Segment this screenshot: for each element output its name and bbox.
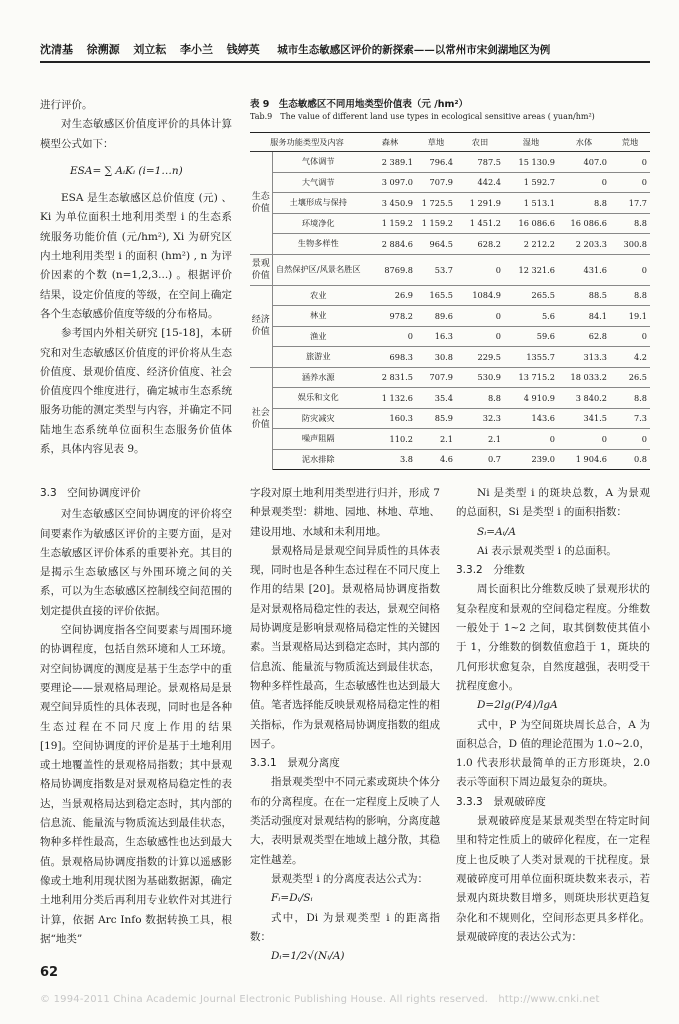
- table-cell: 2.1: [416, 429, 456, 450]
- table-cell: 2 389.1: [364, 152, 416, 173]
- table-cell: 1 132.6: [364, 388, 416, 409]
- table-cell: 1 159.2: [364, 213, 416, 234]
- table-cell: 7.3: [610, 408, 650, 429]
- table-cell: 698.3: [364, 347, 416, 368]
- table-row-item: 气体调节: [272, 152, 364, 173]
- table-cell: 0: [504, 429, 558, 450]
- paragraph: 景观格局是景观空间异质性的具体表现，同时也是各种生态过程在不同尺度上作用的结果 [20]。景观格局协调度指数是对景观格局稳定性的表达，景观空间格局协调度是影响景观格局稳定性的关键因素。当景观格局达到稳定态时，其内部的信息流、能量流与物质流达到最佳状态，物种多样性最高，生态敏感性也达到最大值。笔者选择能反映景观格局稳定性的相关指标，作为景观格局协调度指数的组成因子。: [250, 544, 440, 750]
- table-cell: 53.7: [416, 254, 456, 285]
- table-cell: 35.4: [416, 388, 456, 409]
- table-cell: 4 910.9: [504, 388, 558, 409]
- right-column: [456, 484, 650, 947]
- table-cell: 19.1: [610, 306, 650, 327]
- table-row: [250, 429, 650, 450]
- table-cell: 0.7: [456, 449, 504, 470]
- table-cell: 1 725.5: [416, 193, 456, 214]
- table-header-col: 水体: [558, 133, 610, 152]
- table-cell: 628.2: [456, 234, 504, 255]
- table-title-en: Tab.9 The value of different land use types in ecological sensitive areas ( yuan/hm²): [250, 112, 595, 121]
- table-cell: 3 840.2: [558, 388, 610, 409]
- table-cell: 0: [610, 254, 650, 285]
- table-row: [250, 213, 650, 234]
- table-cell: 3 097.0: [364, 172, 416, 193]
- table-row: [250, 172, 650, 193]
- table-cell: 707.9: [416, 172, 456, 193]
- table-cell: 964.5: [416, 234, 456, 255]
- formula: Sᵢ=Aᵢ/A: [477, 525, 516, 538]
- article-title: 城市生态敏感区评价的新探索——以常州市宋剑湖地区为例: [277, 44, 551, 56]
- table-cell: 2 212.2: [504, 234, 558, 255]
- table-cell: 796.4: [416, 152, 456, 173]
- formula: Dᵢ=1/2√(Nᵢ/A): [271, 950, 345, 963]
- table-cell: 16 086.6: [504, 213, 558, 234]
- paragraph: 周长面积比分维数反映了景观形状的复杂程度和景观的空间稳定程度。分维数一般处于 1~2 之间，取其倒数使其值小于 1，分维数的倒数值愈趋于 1，斑块的几何形状愈复杂，自然度越强，表明受干扰程度愈小。: [456, 583, 650, 692]
- table-cell: 300.8: [610, 234, 650, 255]
- table-header-col: 湿地: [504, 133, 558, 152]
- table-row-item: 泥水排除: [272, 449, 364, 470]
- table-title: 表 9 生态敏感区不同用地类型价值表（元 /hm²）: [250, 99, 469, 110]
- table-cell: 15 130.9: [504, 152, 558, 173]
- left-column-bottom: [40, 484, 232, 949]
- table-row: [250, 326, 650, 347]
- table-cell: 0: [456, 254, 504, 285]
- table-cell: 85.9: [416, 408, 456, 429]
- table-cell: 32.3: [456, 408, 504, 429]
- table-cell: 16 086.6: [558, 213, 610, 234]
- table-cell: 4.2: [610, 347, 650, 368]
- paragraph: 式中，P 为空间斑块周长总合，A 为面积总合，D 值的理论范围为 1.0~2.0，1.0 代表形状最简单的正方形斑块，2.0 表示等面积下周边最复杂的斑块。: [456, 718, 650, 789]
- table-cell: 5.6: [504, 306, 558, 327]
- paragraph: 指景观类型中不同元素或斑块个体分布的分离程度。在在一定程度上反映了人类活动强度对景观结构的影响，分离度越大，表明景观类型在地域上越分散，其稳定性越差。: [250, 776, 440, 866]
- author-1: 沈清基: [40, 43, 73, 56]
- table-cell: 1 513.1: [504, 193, 558, 214]
- running-header: [40, 41, 650, 59]
- table-row: [250, 285, 650, 306]
- table-row: [250, 152, 650, 173]
- table-cell: 1 904.6: [558, 449, 610, 470]
- table-cell: 0: [610, 326, 650, 347]
- table-cell: 313.3: [558, 347, 610, 368]
- table-cell: 2 884.6: [364, 234, 416, 255]
- table-row: [250, 193, 650, 214]
- table-cell: 8.8: [456, 388, 504, 409]
- table-cell: 1 291.9: [456, 193, 504, 214]
- paragraph: 空间协调度指各空间要素与周围环境的协调程度，包括自然环境和人工环境。对空间协调度的测度是基于生态学中的重要理论——景观格局理论。景观格局是景观空间异质性的具体表现，同时也是各种生态过程在不同尺度上作用的结果 [19]。空间协调度的评价是基于土地利用或土地覆盖性的景观格局指数；其中景观格局协调度指数是对景观格局稳定性的表达，当景观格局达到稳定态时，其内部的信息流、能量流与物质流达到最佳状态，物种多样性最高，生态敏感性也达到最大值。景观格局协调度指数的计算以遥感影像或土地利用现状图为基础数据源，确定土地利用分类后再利用专业软件对其进行计算，依据 Arc Info 数据转换工具，根据“地类”: [40, 624, 232, 945]
- table-cell: 8769.8: [364, 254, 416, 285]
- section-heading: 3.3.1 景观分离度: [250, 757, 340, 770]
- table-cell: 88.5: [558, 285, 610, 306]
- table-cell: 431.6: [558, 254, 610, 285]
- table-header-category: 服务功能类型及内容: [250, 133, 364, 152]
- table-cell: 2.1: [456, 429, 504, 450]
- paragraph: 景观破碎度是某景观类型在特定时间里和特定性质上的破碎化程度，在一定程度上也反映了人类对景观的干扰程度。景观破碎度可用单位面积斑块数来表示，若景观内斑块数目增多，则斑块形状更趋复杂化和不规则化，空间形态更具多样化。景观破碎度的表达公式为：: [456, 815, 650, 943]
- middle-column: [250, 484, 440, 966]
- table-row-item: 旅游业: [272, 347, 364, 368]
- formula: D=2lg(P/4)/lgA: [477, 699, 558, 712]
- table-row-item: 环境净化: [272, 213, 364, 234]
- formula: Fᵢ=Dᵢ/Sᵢ: [271, 892, 313, 905]
- table-cell: 0: [610, 172, 650, 193]
- table-cell: 0: [558, 429, 610, 450]
- table-row: [250, 449, 650, 470]
- table-cell: 110.2: [364, 429, 416, 450]
- table-row-item: 生物多样性: [272, 234, 364, 255]
- table-cell: 26.9: [364, 285, 416, 306]
- paragraph: Ai 表示景观类型 i 的总面积。: [477, 544, 617, 557]
- author-3: 刘立耘: [133, 43, 167, 56]
- author-2: 徐溯源: [86, 43, 120, 56]
- author-5: 钱婷英: [226, 43, 260, 56]
- value-table: [250, 132, 650, 470]
- table-cell: 341.5: [558, 408, 610, 429]
- table-row-item: 大气调节: [272, 172, 364, 193]
- table-group-label: 经济价值: [250, 285, 272, 367]
- table-cell: 16.3: [416, 326, 456, 347]
- formula-esa: ESA= ∑ AᵢKᵢ (i=1…n): [70, 164, 183, 177]
- table-cell: 0: [610, 429, 650, 450]
- table-cell: 0: [456, 306, 504, 327]
- paragraph: 对生态敏感区价值度评价的具体计算模型公式如下：: [40, 118, 232, 150]
- table-row-item: 农业: [272, 285, 364, 306]
- table-cell: 1 451.2: [456, 213, 504, 234]
- table-cell: 8.8: [558, 193, 610, 214]
- paragraph: 景观类型 i 的分离度表达公式为：: [271, 872, 429, 885]
- table-cell: 143.6: [504, 408, 558, 429]
- table-cell: 59.6: [504, 326, 558, 347]
- table-row: [250, 388, 650, 409]
- paragraph: 式中，Di 为景观类型 i 的距离指数：: [250, 911, 440, 943]
- table-cell: 8.8: [610, 285, 650, 306]
- table-cell: 84.1: [558, 306, 610, 327]
- table-cell: 0: [456, 326, 504, 347]
- section-heading: 3.3 空间协调度评价: [40, 487, 141, 499]
- table-group-label: 生态价值: [250, 152, 272, 255]
- section-heading: 3.3.2 分维数: [456, 564, 525, 577]
- table-cell: 13 715.2: [504, 367, 558, 388]
- table-row: [250, 306, 650, 327]
- table-row-item: 涵养水源: [272, 367, 364, 388]
- table-header-col: 荒地: [610, 133, 650, 152]
- table-cell: 30.8: [416, 347, 456, 368]
- paragraph: ESA 是生态敏感区总价值度 (元) 、Ki 为单位面积土地利用类型 i 的生态系统服务功能价值 (元/hm²), Xi 为研究区内土地利用类型 i 的面积 (hm²) , n 为评价因素的个数 (n=1,2,3...) 。根据评价结果，设定价值度的等级，在空间上确定各个生态敏感价值度等级的分布格局。: [40, 192, 232, 320]
- left-column-top: [40, 96, 232, 459]
- table-group-label: 景观价值: [250, 254, 272, 285]
- paragraph: 参考国内外相关研究 [15-18]，本研究和对生态敏感区价值度的评价将从生态价值度、景观价值度、经济价值度、社会价值度四个维度进行，确定城市生态系统服务功能的测定类型与内容，并确定不同陆地生态系统单位面积生态服务价值体系，具体内容见表 9。: [40, 327, 232, 456]
- table-cell: 1 159.2: [416, 213, 456, 234]
- table-cell: 0.8: [610, 449, 650, 470]
- table-cell: 1084.9: [456, 285, 504, 306]
- table-row-item: 防灾减灾: [272, 408, 364, 429]
- table-cell: 2 203.3: [558, 234, 610, 255]
- page-number: 62: [40, 965, 59, 980]
- table-row: [250, 347, 650, 368]
- table-group-label: 社会价值: [250, 367, 272, 470]
- table-cell: 17.7: [610, 193, 650, 214]
- table-cell: 3 450.9: [364, 193, 416, 214]
- header-rule: [40, 61, 650, 63]
- paragraph: 字段对原土地利用类型进行归并，形成 7 种景观类型：耕地、园地、林地、草地、建设用地、水域和未利用地。: [250, 487, 440, 538]
- table-row-item: 渔业: [272, 326, 364, 347]
- table-cell: 2 831.5: [364, 367, 416, 388]
- table-cell: 707.9: [416, 367, 456, 388]
- table-row: [250, 408, 650, 429]
- table-cell: 0: [364, 326, 416, 347]
- paragraph: 对生态敏感区空间协调度的评价将空间要素作为敏感区评价的主要方面，是对生态敏感区评价体系的重要补充。其目的是揭示生态敏感区与外围环境之间的关系，可以为生态敏感区控制线空间范围的划定提供直接的评价依据。: [40, 508, 232, 617]
- table-cell: 8.8: [610, 213, 650, 234]
- table-header-col: 森林: [364, 133, 416, 152]
- table-cell: 229.5: [456, 347, 504, 368]
- table-cell: 62.8: [558, 326, 610, 347]
- table-cell: 0: [610, 152, 650, 173]
- table-row-item: 土壤形成与保持: [272, 193, 364, 214]
- table-cell: 787.5: [456, 152, 504, 173]
- table-cell: 530.9: [456, 367, 504, 388]
- table-cell: 160.3: [364, 408, 416, 429]
- table-row: [250, 367, 650, 388]
- table-cell: 407.0: [558, 152, 610, 173]
- table-cell: 18 033.2: [558, 367, 610, 388]
- author-4: 李小兰: [179, 43, 213, 56]
- section-heading: 3.3.3 景观破碎度: [456, 795, 546, 808]
- table-header-col: 农田: [456, 133, 504, 152]
- table-row-item: 噪声阻隔: [272, 429, 364, 450]
- table-cell: 442.4: [456, 172, 504, 193]
- table-row-item: 林业: [272, 306, 364, 327]
- table-cell: 239.0: [504, 449, 558, 470]
- table-cell: 26.5: [610, 367, 650, 388]
- table-cell: 12 321.6: [504, 254, 558, 285]
- table-cell: 4.6: [416, 449, 456, 470]
- table-cell: 265.5: [504, 285, 558, 306]
- table-cell: 3.8: [364, 449, 416, 470]
- table-row-item: 自然保护区/风景名胜区: [272, 254, 364, 285]
- paragraph: Ni 是类型 i 的斑块总数，A 为景观的总面积，Si 是类型 i 的面积指数：: [456, 487, 650, 519]
- table-cell: 1 592.7: [504, 172, 558, 193]
- table-cell: 0: [558, 172, 610, 193]
- paragraph: 进行评价。: [40, 99, 93, 111]
- table-cell: 89.6: [416, 306, 456, 327]
- table-cell: 1355.7: [504, 347, 558, 368]
- table-cell: 8.8: [610, 388, 650, 409]
- table-cell: 978.2: [364, 306, 416, 327]
- table-cell: 165.5: [416, 285, 456, 306]
- table-row-item: 娱乐和文化: [272, 388, 364, 409]
- table-header-col: 草地: [416, 133, 456, 152]
- table-row: [250, 254, 650, 285]
- copyright-footer: © 1994-2011 China Academic Journal Electronic Publishing House. All rights reserved. http://www.cnki.net: [40, 994, 600, 1005]
- table-row: [250, 234, 650, 255]
